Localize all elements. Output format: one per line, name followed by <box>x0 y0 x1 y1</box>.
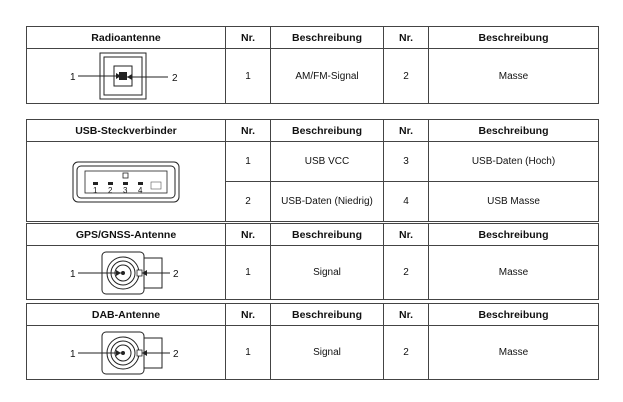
pin-number: 4 <box>384 182 429 222</box>
column-header-nr: Nr. <box>226 120 271 142</box>
pin-number: 2 <box>226 182 271 222</box>
column-header-description: Beschreibung <box>271 120 384 142</box>
column-header-description: Beschreibung <box>271 224 384 246</box>
connector-title: USB-Steckverbinder <box>27 120 226 142</box>
usb-connector-diagram <box>27 142 226 222</box>
pin-description: Signal <box>271 326 384 380</box>
pin-label: 4 <box>138 185 143 195</box>
radio-connector-icon <box>66 50 186 102</box>
pin-description: USB VCC <box>271 142 384 182</box>
pin-number: 2 <box>384 326 429 380</box>
pin-description: AM/FM-Signal <box>271 49 384 104</box>
table-header-row <box>27 304 599 326</box>
table-header-row <box>27 224 599 246</box>
column-header-nr: Nr. <box>384 304 429 326</box>
pin-label: 3 <box>123 185 128 195</box>
pin-description: USB-Daten (Hoch) <box>429 142 599 182</box>
pin-label: 2 <box>173 268 179 280</box>
pin-description: Masse <box>429 246 599 300</box>
pin-description: Masse <box>429 326 599 380</box>
gps-connector-diagram <box>27 246 226 300</box>
usb-connector-icon <box>71 159 181 205</box>
table-row <box>27 49 599 104</box>
pin-number: 2 <box>384 246 429 300</box>
column-header-description: Beschreibung <box>429 224 599 246</box>
pin-number: 1 <box>226 49 271 104</box>
table-row <box>27 142 599 182</box>
radio-connector-diagram <box>27 49 226 104</box>
column-header-description: Beschreibung <box>429 120 599 142</box>
column-header-description: Beschreibung <box>271 304 384 326</box>
column-header-nr: Nr. <box>226 27 271 49</box>
connector-title: DAB-Antenne <box>27 304 226 326</box>
column-header-nr: Nr. <box>226 304 271 326</box>
pin-description: USB Masse <box>429 182 599 222</box>
table-row <box>27 326 599 380</box>
pin-label: 1 <box>70 348 76 360</box>
column-header-description: Beschreibung <box>271 27 384 49</box>
dab-connector-diagram <box>27 326 226 380</box>
gps-antenna-table <box>26 223 599 300</box>
column-header-nr: Nr. <box>384 120 429 142</box>
table-header-row <box>27 120 599 142</box>
connector-title: Radioantenne <box>27 27 226 49</box>
pin-description: USB-Daten (Niedrig) <box>271 182 384 222</box>
usb-connector-table <box>26 119 599 222</box>
pin-number: 2 <box>384 49 429 104</box>
column-header-nr: Nr. <box>384 224 429 246</box>
gps-connector-icon <box>66 248 186 298</box>
dab-antenna-table <box>26 303 599 380</box>
pin-description: Signal <box>271 246 384 300</box>
column-header-nr: Nr. <box>384 27 429 49</box>
pin-label: 1 <box>70 268 76 280</box>
connector-title: GPS/GNSS-Antenne <box>27 224 226 246</box>
pin-label: 2 <box>108 185 113 195</box>
radio-antenna-table <box>26 26 599 104</box>
dab-connector-icon <box>66 328 186 378</box>
table-header-row <box>27 27 599 49</box>
pin-description: Masse <box>429 49 599 104</box>
table-row <box>27 246 599 300</box>
pin-label: 1 <box>70 72 76 83</box>
pin-number: 1 <box>226 326 271 380</box>
pin-number: 1 <box>226 246 271 300</box>
pin-number: 1 <box>226 142 271 182</box>
pin-number: 3 <box>384 142 429 182</box>
column-header-description: Beschreibung <box>429 27 599 49</box>
pin-label: 2 <box>172 73 178 84</box>
column-header-description: Beschreibung <box>429 304 599 326</box>
pin-label: 1 <box>93 185 98 195</box>
column-header-nr: Nr. <box>226 224 271 246</box>
pin-label: 2 <box>173 348 179 360</box>
